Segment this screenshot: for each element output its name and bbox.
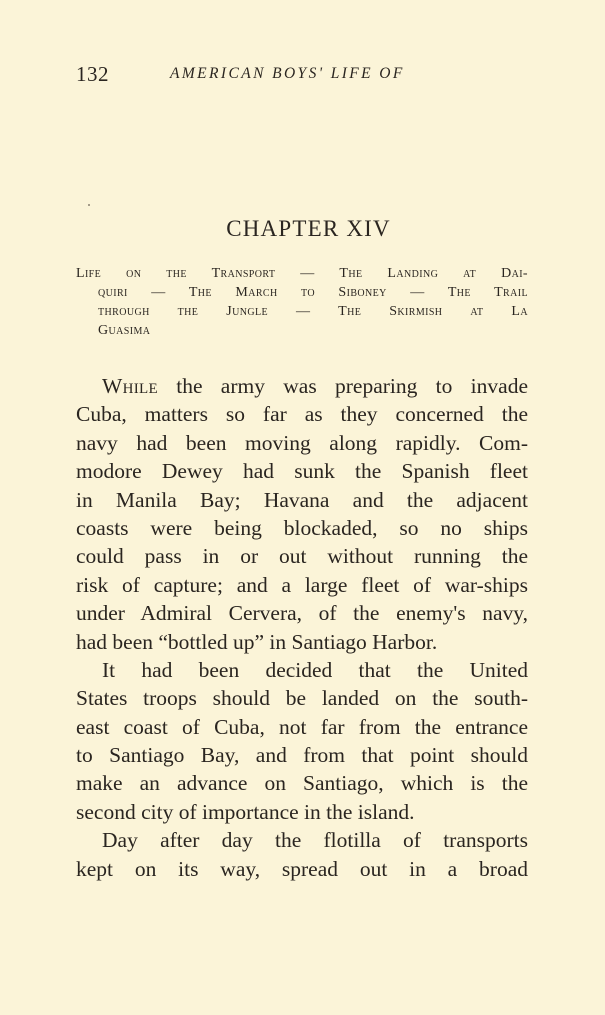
- paragraph-line: in Manila Bay; Havana and the adjacent: [76, 487, 528, 512]
- paragraph-line: navy had been moving along rapidly. Com-: [76, 430, 528, 455]
- paragraph-line: to Santiago Bay, and from that point should: [76, 743, 528, 768]
- paragraph-line: States troops should be landed on the south-: [76, 686, 528, 711]
- paragraph-line: had been “bottled up” in Santiago Harbor.: [76, 629, 438, 654]
- paragraph-line: could pass in or out without running the: [76, 544, 528, 569]
- running-title: AMERICAN BOYS' LIFE OF: [170, 65, 405, 82]
- paragraph-line-rest: the army was preparing to invade: [157, 374, 528, 398]
- paragraph-line: [76, 372, 528, 400]
- paragraph-line: Cuba, matters so far as they concerned the: [76, 402, 528, 427]
- chapter-synopsis: [76, 264, 528, 340]
- print-speck: [88, 204, 90, 206]
- synopsis-line: Life on the Transport — The Landing at Dai-: [76, 266, 528, 281]
- paragraph-line: second city of importance in the island.: [76, 799, 415, 824]
- paragraph-line: modore Dewey had sunk the Spanish fleet: [76, 459, 528, 484]
- paragraph-line: It had been decided that the United: [102, 657, 528, 682]
- paragraph-line: make an advance on Santiago, which is the: [76, 771, 528, 796]
- synopsis-line: quiri — The March to Siboney — The Trail: [98, 285, 528, 300]
- body-text: [76, 372, 528, 883]
- chapter-title: CHAPTER XIV: [226, 216, 391, 241]
- paragraph-line: Day after day the flotilla of transports: [102, 828, 528, 853]
- page-number: 132: [76, 62, 109, 86]
- paragraph-line: under Admiral Cervera, of the enemy's navy,: [76, 601, 528, 626]
- paragraph-line: east coast of Cuba, not far from the entrance: [76, 714, 528, 739]
- running-head: [76, 62, 536, 92]
- synopsis-line: through the Jungle — The Skirmish at La: [98, 304, 528, 319]
- paragraph-line: risk of capture; and a large fleet of war-ships: [76, 572, 528, 597]
- paragraph-line: kept on its way, spread out in a broad: [76, 856, 528, 881]
- paragraph-line: coasts were being blockaded, so no ships: [76, 515, 528, 540]
- paragraph-lead-word: While: [102, 374, 158, 398]
- synopsis-line: Guasima: [98, 323, 151, 338]
